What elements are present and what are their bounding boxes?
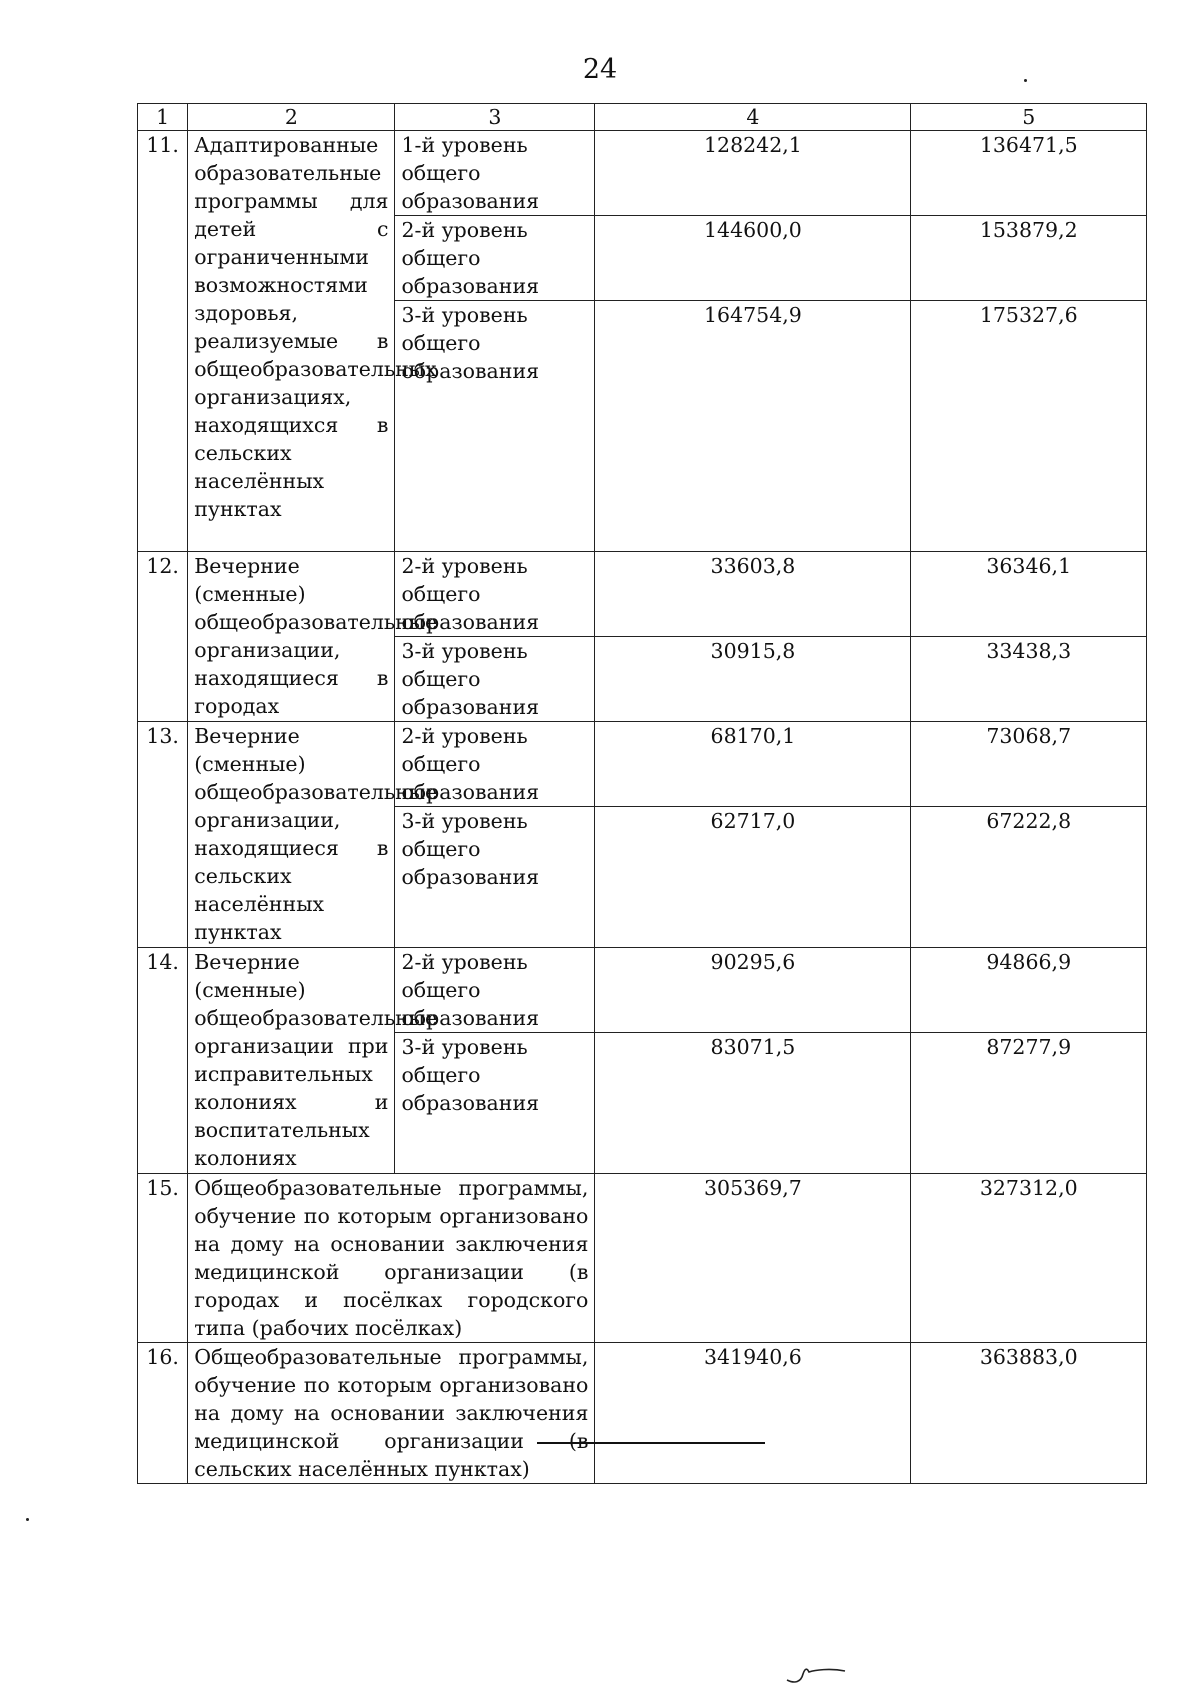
table-header-row: [138, 104, 1147, 131]
education-level: 2-й уровень общего образования: [395, 722, 595, 807]
education-level: 3-й уровень общего образования: [395, 637, 595, 722]
value-col5: 136471,5: [911, 131, 1147, 216]
table-row: [138, 552, 1147, 637]
value-col4: 305369,7: [595, 1174, 911, 1343]
education-level: 3-й уровень общего образования: [395, 1033, 595, 1174]
page-number: 24: [582, 54, 618, 85]
footer-divider: [537, 1442, 765, 1444]
value-col4: 90295,6: [595, 948, 911, 1033]
education-level: 2-й уровень общего образования: [395, 216, 595, 301]
education-level: 1-й уровень общего образования: [395, 131, 595, 216]
row-description: Вечерние (сменные) общеобразовательные организации, находящиеся в городах: [188, 552, 395, 722]
stray-mark: [1024, 79, 1027, 82]
value-col5: 175327,6: [911, 301, 1147, 552]
value-col5: 327312,0: [911, 1174, 1147, 1343]
row-number: 13.: [138, 722, 188, 948]
value-col5: 94866,9: [911, 948, 1147, 1033]
education-level: 3-й уровень общего образования: [395, 807, 595, 948]
table-row: [138, 1343, 1147, 1484]
value-col4: 30915,8: [595, 637, 911, 722]
column-header: 4: [595, 104, 911, 131]
value-col4: 144600,0: [595, 216, 911, 301]
row-description: Адаптированные образовательные программы для детей с ограниченными возможностями здоровья, реализуемые в общеобразовательных организациях, находящихся в сельских населённых пунктах: [188, 131, 395, 552]
row-number: 15.: [138, 1174, 188, 1343]
stray-mark: [26, 1518, 29, 1521]
value-col5: 33438,3: [911, 637, 1147, 722]
row-number: 14.: [138, 948, 188, 1174]
row-number: 12.: [138, 552, 188, 722]
row-description: Общеобразовательные программы, обучение по которым организовано на дому на основании заключения медицинской организации (в городах и посёлках городского типа (рабочих посёлках): [188, 1174, 595, 1343]
education-level: 3-й уровень общего образования: [395, 301, 595, 552]
value-col5: 73068,7: [911, 722, 1147, 807]
value-col5: 153879,2: [911, 216, 1147, 301]
value-col4: 33603,8: [595, 552, 911, 637]
signature-mark: [785, 1662, 855, 1686]
data-table: [137, 103, 1147, 1484]
value-col4: 62717,0: [595, 807, 911, 948]
value-col5: 363883,0: [911, 1343, 1147, 1484]
value-col4: 128242,1: [595, 131, 911, 216]
value-col4: 68170,1: [595, 722, 911, 807]
column-header: 1: [138, 104, 188, 131]
row-description: Вечерние (сменные) общеобразовательные организации, находящиеся в сельских населённых пунктах: [188, 722, 395, 948]
row-description: Вечерние (сменные) общеобразовательные организации при исправительных колониях и воспитательных колониях: [188, 948, 395, 1174]
column-header: 2: [188, 104, 395, 131]
value-col5: 67222,8: [911, 807, 1147, 948]
value-col4: 83071,5: [595, 1033, 911, 1174]
education-level: 2-й уровень общего образования: [395, 948, 595, 1033]
row-number: 11.: [138, 131, 188, 552]
row-number: 16.: [138, 1343, 188, 1484]
table-row: [138, 1174, 1147, 1343]
value-col4: 341940,6: [595, 1343, 911, 1484]
column-header: 3: [395, 104, 595, 131]
table-row: [138, 131, 1147, 216]
value-col4: 164754,9: [595, 301, 911, 552]
value-col5: 87277,9: [911, 1033, 1147, 1174]
row-description: Общеобразовательные программы, обучение по которым организовано на дому на основании заключения медицинской организации (в сельских населённых пунктах): [188, 1343, 595, 1484]
table-row: [138, 948, 1147, 1033]
column-header: 5: [911, 104, 1147, 131]
value-col5: 36346,1: [911, 552, 1147, 637]
table-row: [138, 722, 1147, 807]
education-level: 2-й уровень общего образования: [395, 552, 595, 637]
